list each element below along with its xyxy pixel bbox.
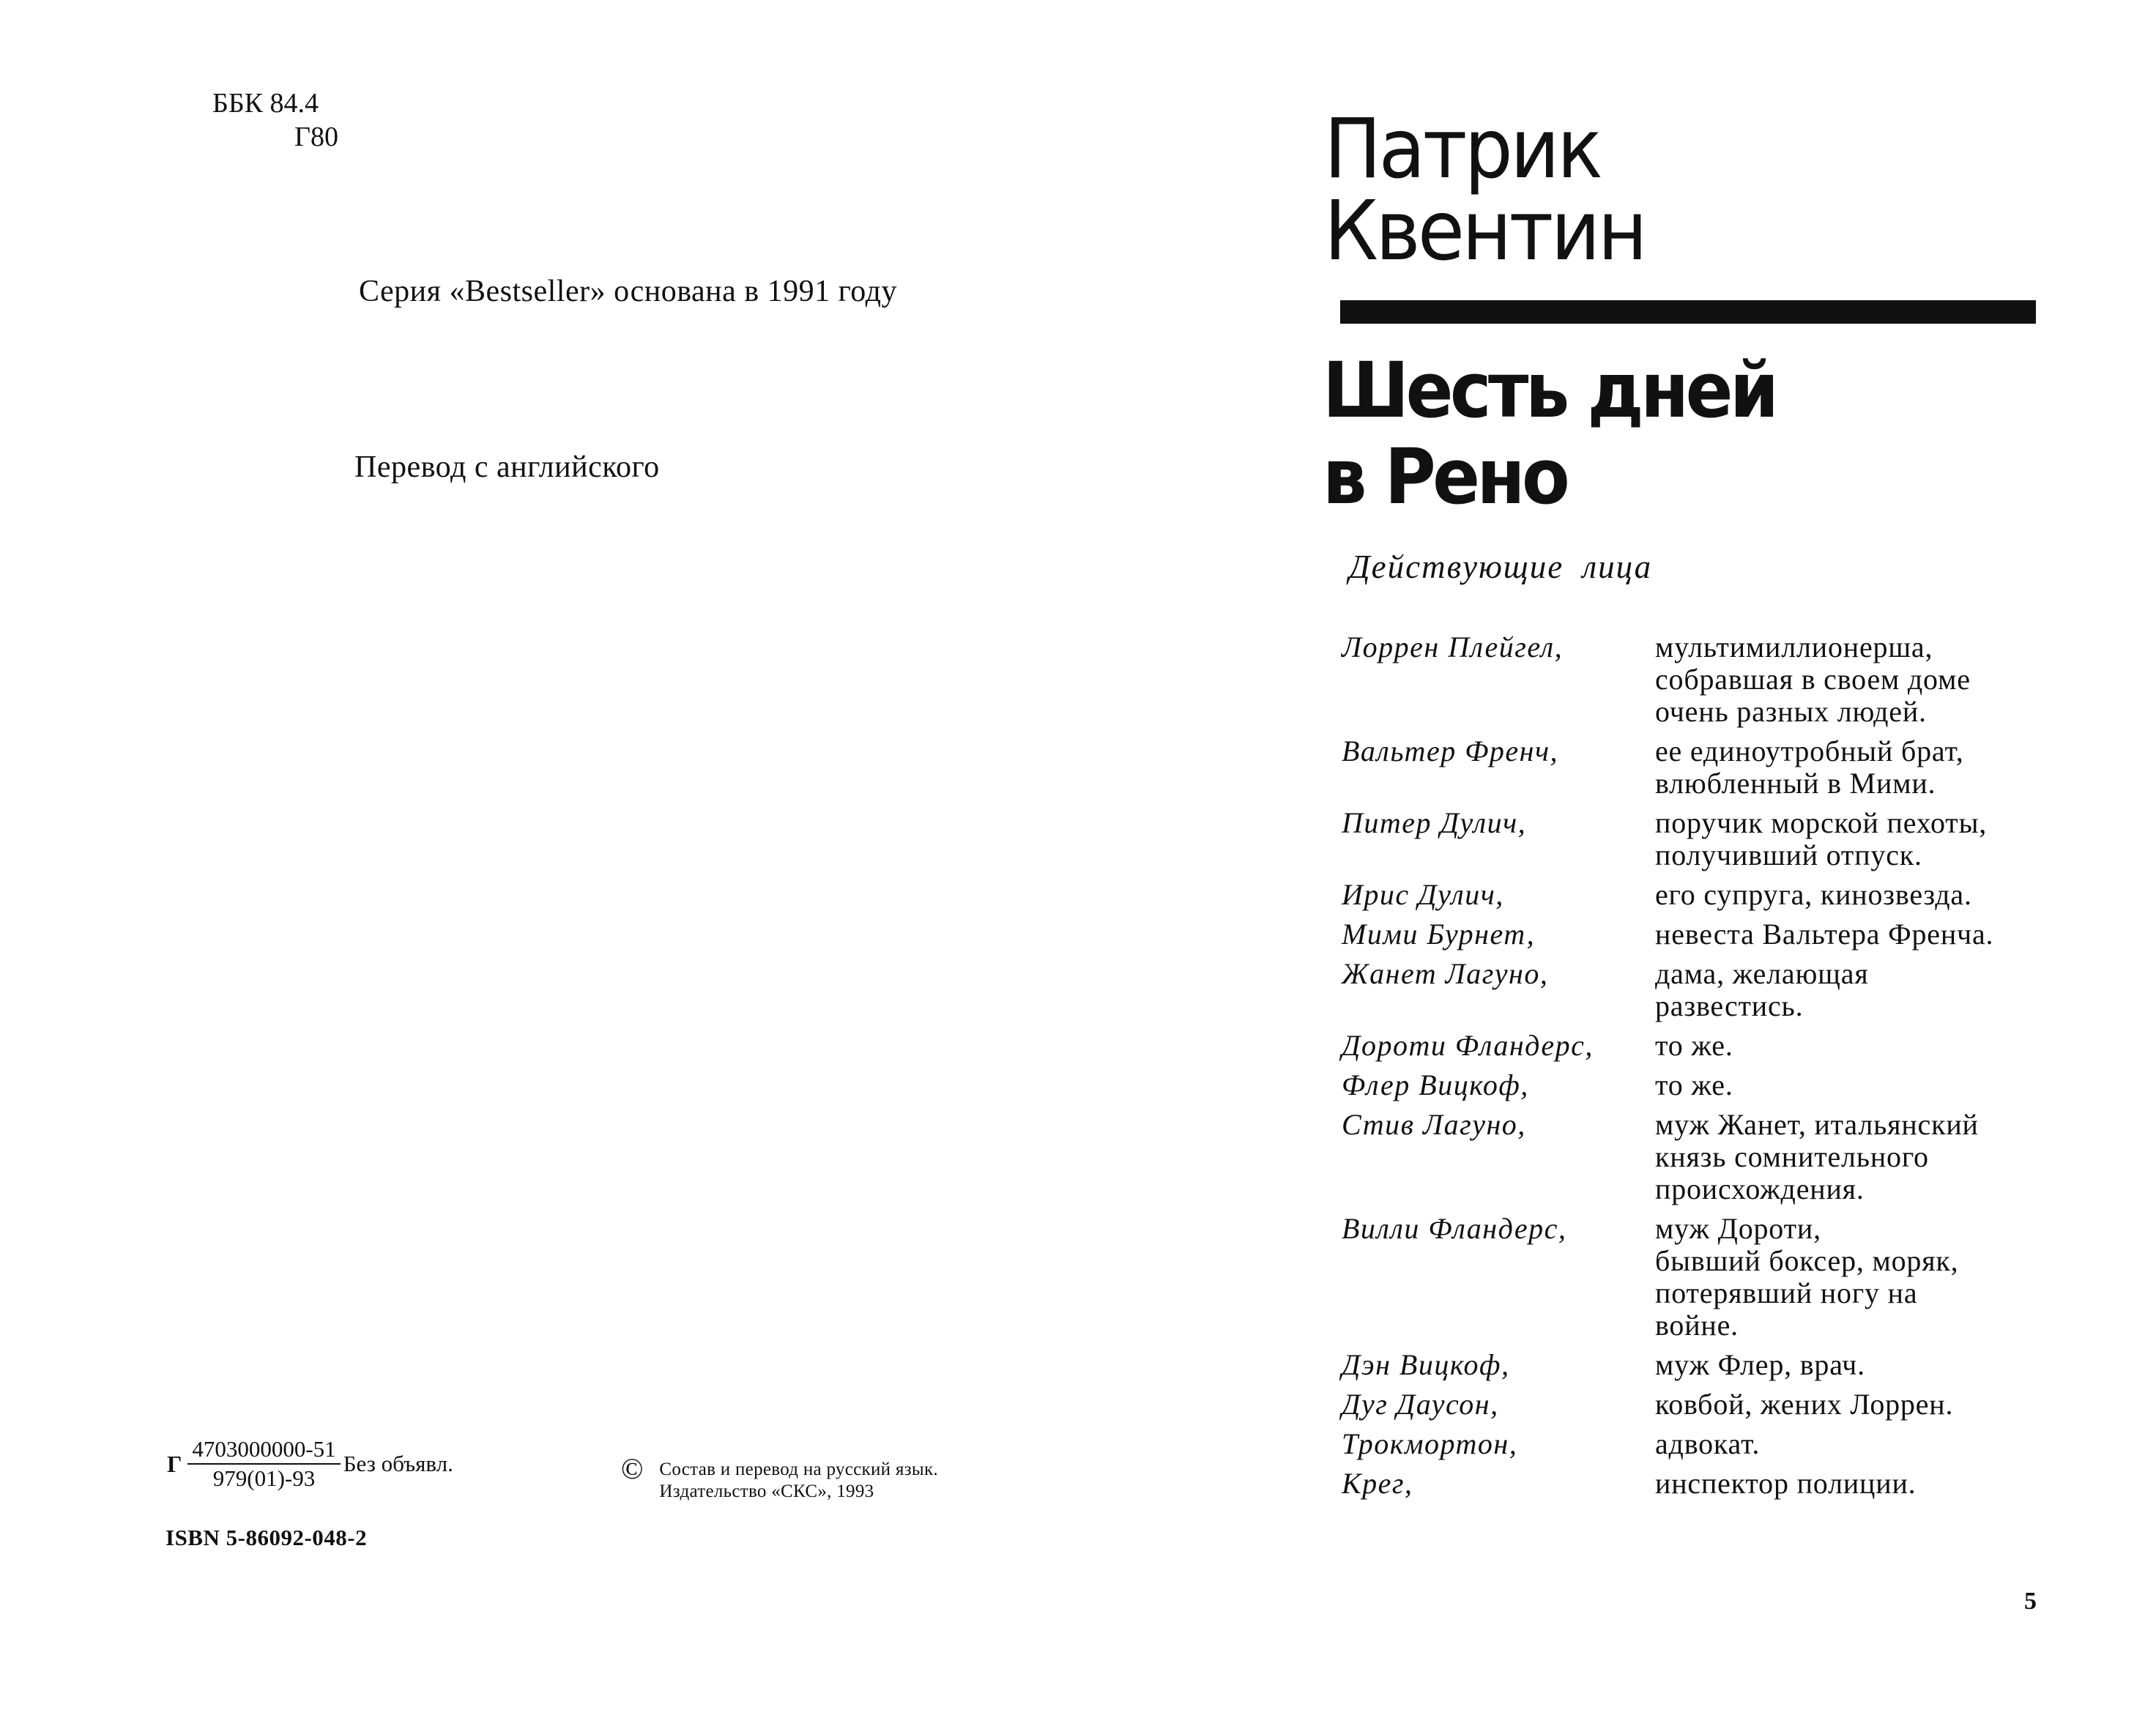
- author-first-name: Патрик: [1324, 102, 1601, 197]
- character-role: ее единоутробный брат, влюбленный в Мими.: [1655, 735, 1964, 800]
- author-last-name: Квентин: [1324, 184, 1645, 279]
- character-role: невеста Вальтера Френча.: [1655, 918, 1994, 951]
- character-role: его супруга, кинозвезда.: [1655, 878, 1972, 911]
- translation-note: Перевод с английского: [354, 450, 660, 484]
- character-name: Лоррен Плейгел,: [1342, 631, 1564, 663]
- character-role: инспектор полиции.: [1655, 1467, 1917, 1500]
- cast-list: [1342, 631, 2074, 1507]
- character-name: Мими Бурнет,: [1342, 918, 1536, 951]
- cast-row: [1342, 1109, 2074, 1205]
- character-role: то же.: [1655, 1029, 1733, 1062]
- series-note: Серия «Bestseller» основана в 1991 году: [359, 275, 897, 308]
- formula-fraction: [187, 1435, 340, 1492]
- cast-row: [1342, 1468, 2074, 1500]
- page-number: 5: [2024, 1588, 2037, 1615]
- author-mark: Г80: [294, 122, 338, 152]
- character-name: Питер Дулич,: [1342, 806, 1527, 839]
- isbn: ISBN 5-86092-048-2: [166, 1525, 368, 1550]
- copyright-notice: [621, 1452, 1031, 1503]
- character-name: Жанет Лагуно,: [1342, 957, 1549, 990]
- character-name: Дэн Вицкоф,: [1342, 1348, 1510, 1381]
- character-role: поручик морской пехоты, получивший отпуск.: [1655, 806, 1988, 871]
- cast-row: [1342, 1388, 2074, 1421]
- title-divider: [1340, 300, 2036, 324]
- formula-letter: Г: [167, 1451, 182, 1477]
- cast-row: [1342, 631, 2074, 728]
- formula-denominator: 979(01)-93: [212, 1465, 316, 1491]
- character-role: дама, желающая развестись.: [1655, 957, 1869, 1022]
- library-classification: [212, 86, 338, 154]
- character-role: муж Жанет, итальянский князь сомнительного происхождения.: [1655, 1108, 1979, 1205]
- right-page: [1078, 0, 2156, 1729]
- book-title-line-2: в Рено: [1323, 432, 1567, 521]
- character-role: муж Флер, врач.: [1655, 1348, 1865, 1381]
- copyright-text: Состав и перевод на русский язык. Издательство «СКС», 1993: [659, 1460, 938, 1501]
- character-name: Дороти Фландерс,: [1342, 1029, 1594, 1062]
- cast-row: [1342, 1428, 2074, 1460]
- book-title: [1323, 347, 1775, 520]
- character-name: Дуг Даусон,: [1342, 1388, 1499, 1421]
- author-name: [1324, 102, 1645, 279]
- character-role: ковбой, жених Лоррен.: [1655, 1388, 1954, 1421]
- character-name: Трокмортон,: [1342, 1427, 1518, 1460]
- character-name: Флер Вицкоф,: [1342, 1068, 1529, 1101]
- character-role: адвокат.: [1655, 1427, 1761, 1460]
- cast-heading: Действующие лица: [1349, 549, 1653, 585]
- catalog-formula: [167, 1435, 453, 1492]
- character-role: то же.: [1655, 1068, 1733, 1101]
- cast-row: [1342, 1069, 2074, 1101]
- cast-row: [1342, 879, 2074, 911]
- character-name: Вилли Фландерс,: [1342, 1212, 1567, 1245]
- cast-row: [1342, 735, 2074, 800]
- formula-note: Без объявл.: [343, 1451, 453, 1476]
- cast-row: [1342, 1030, 2074, 1062]
- cast-row: [1342, 1349, 2074, 1381]
- formula-numerator: 4703000000-51: [187, 1435, 340, 1465]
- character-name: Крег,: [1342, 1467, 1413, 1500]
- cast-row: [1342, 958, 2074, 1022]
- bbk-code: ББК 84.4: [212, 88, 319, 119]
- cast-row: [1342, 918, 2074, 951]
- character-role: мультимиллионерша, собравшая в своем доме очень разных людей.: [1655, 631, 1971, 728]
- cast-row: [1342, 807, 2074, 871]
- copyright-icon: ©: [621, 1452, 644, 1485]
- character-role: муж Дороти, бывший боксер, моряк, потерявший ногу на войне.: [1655, 1212, 1959, 1342]
- character-name: Стив Лагуно,: [1342, 1108, 1526, 1141]
- character-name: Вальтер Френч,: [1342, 735, 1559, 767]
- character-name: Ирис Дулич,: [1342, 878, 1504, 911]
- book-title-line-1: Шесть дней: [1323, 346, 1776, 435]
- cast-row: [1342, 1213, 2074, 1342]
